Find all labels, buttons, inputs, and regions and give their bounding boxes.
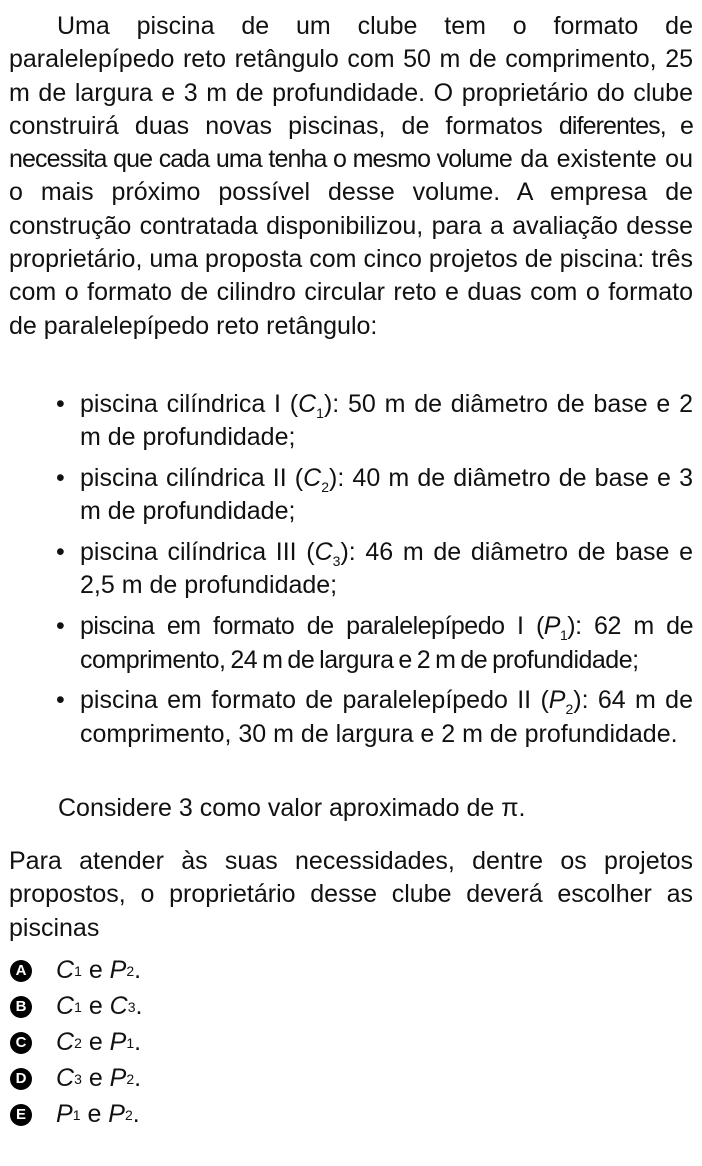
bullet-dot: • [56,538,65,567]
option-conjunction: e [88,1028,103,1057]
intro-line: da existente ou o mais próximo possível desse volume. [9,145,693,207]
project-text: ): 40 m de diâmetro de base e 3 m de profundidade; [80,464,693,526]
project-text: piscina cilíndrica I ( [80,390,299,418]
project-symbol: P [543,612,560,641]
option-symbol: P [109,956,127,985]
project-text: piscina cilíndrica II ( [80,464,304,493]
option-symbol: P [109,1064,127,1093]
project-item [56,610,693,677]
project-list [56,388,693,751]
project-subscript: 2 [565,701,574,718]
option-symbol: P [108,1100,125,1129]
project-item [56,388,693,455]
pi-note: Considere 3 como valor aproximado de π. [58,794,526,822]
option-symbol: C [56,1028,75,1057]
project-symbol: C [303,464,322,493]
option-conjunction: e [88,992,103,1021]
project-subscript: 2 [321,479,329,496]
project-text: ): 64 m de comprimento, 30 m de largura e 2 m de profundidade. [80,686,693,748]
answer-options [10,953,142,1133]
project-text: piscina cilíndrica III ( [80,538,315,567]
option-a[interactable]: A C 1 e P 2 . [10,953,142,989]
project-subscript: 3 [332,553,341,570]
project-symbol: C [298,390,317,418]
project-text: ): 62 m de comprimento, 24 m de largura e 2 m de profundidade; [80,612,693,674]
option-letter-badge: A [10,960,32,982]
bullet-dot: • [56,464,65,493]
option-e[interactable]: E P 1 e P 2 . [10,1097,142,1133]
option-symbol: C [56,1064,75,1093]
project-text: piscina em formato de paralelepípedo I ( [80,612,544,641]
bullet-dot: • [56,686,65,715]
project-text: ): 46 m de diâmetro de base e 2,5 m de profundidade; [80,538,693,600]
project-item [56,462,693,529]
intro-line: Uma piscina de um clube tem o formato de [57,12,693,40]
intro-line: circular reto e duas com o formato de paralelepípedo [9,278,693,340]
option-period: . [134,1028,142,1057]
project-subscript: 1 [559,627,568,644]
intro-line: cinco projetos de piscina: três com o formato de cilindro [9,245,694,307]
option-symbol: C [109,992,128,1021]
project-text: piscina em formato de paralelepípedo II ( [80,686,549,715]
option-letter-badge: C [10,1032,32,1054]
option-d[interactable]: D C 3 e P 2 . [10,1061,142,1097]
option-letter-badge: E [10,1104,32,1126]
intro-line: A empresa de construção contratada disponibilizou, [9,178,694,240]
intro-line: do clube construirá duas novas piscinas, de formatos [9,78,693,140]
project-text: ): 50 m de diâmetro de base e 2 m de profundidade; [80,390,694,452]
intro-paragraph [9,10,693,343]
option-symbol: C [56,992,75,1021]
option-symbol: P [56,1100,73,1129]
question-stem: Para atender às suas necessidades, dentre os projetos propostos, o proprietário desse clube deverá escolher as piscinas [9,847,693,942]
intro-line: reto retângulo: [216,311,378,340]
option-period: . [134,1064,142,1093]
option-symbol: P [109,1028,127,1057]
option-period: . [132,1100,140,1129]
bullet-dot: • [56,390,65,418]
option-symbol: C [56,956,75,985]
project-symbol: P [548,686,566,715]
option-conjunction: e [88,1064,103,1093]
option-c[interactable]: C C 2 e P 1 . [10,1025,142,1061]
intro-line: paralelepípedo reto retângulo com 50 m de comprimento, [9,45,657,74]
project-item [56,536,693,603]
option-period: . [134,956,142,985]
option-conjunction: e [87,1100,102,1129]
intro-line: 25 m de largura e 3 m de profundidade. O proprietário [9,45,693,107]
option-letter-badge: B [10,996,32,1018]
project-item [56,684,693,751]
bullet-dot: • [56,612,65,641]
option-conjunction: e [88,956,103,985]
project-subscript: 1 [316,405,324,421]
intro-line: diferentes, e necessita que cada uma tenha o mesmo volume [9,111,693,174]
intro-line: para a avaliação desse proprietário, uma proposta com [9,211,693,274]
option-letter-badge: D [10,1068,32,1090]
project-symbol: C [314,538,333,567]
option-period: . [135,992,143,1021]
option-b[interactable]: B C 1 e C 3 . [10,989,142,1025]
